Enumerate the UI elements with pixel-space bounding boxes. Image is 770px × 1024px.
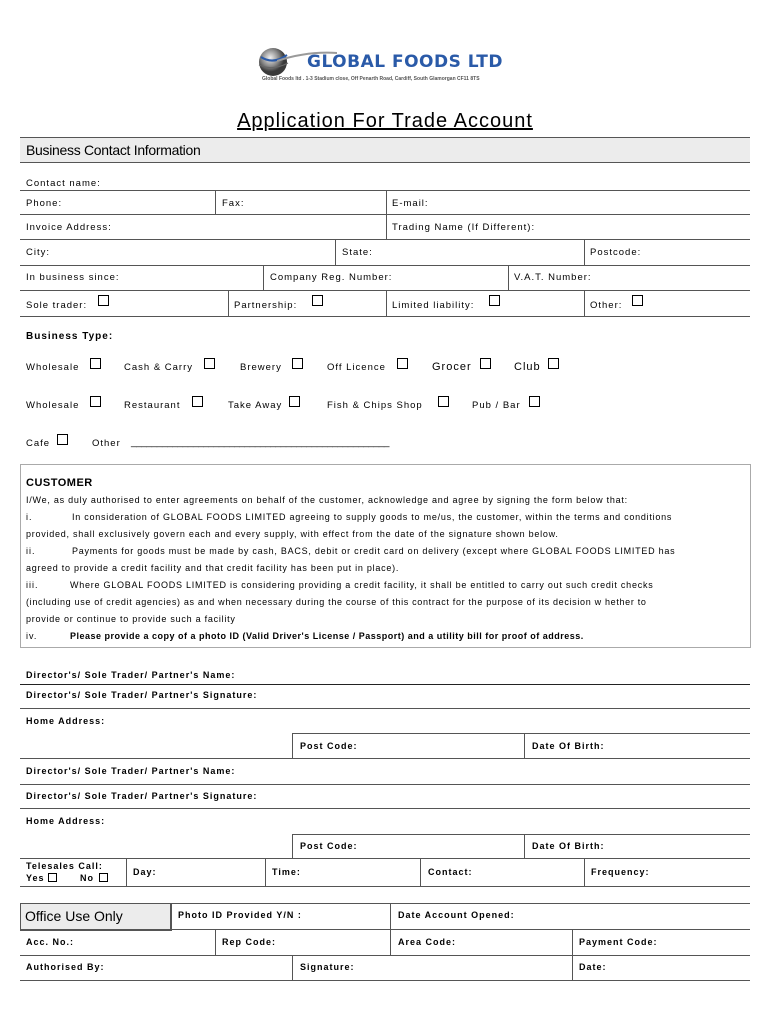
date-field[interactable]: Date: (579, 962, 607, 972)
bt-grocer: Grocer (432, 361, 472, 373)
bt-take-away-checkbox[interactable] (289, 396, 300, 407)
clause-i-line2: provided, shall exclusively govern each and every supply, with effect from the date of the signature shown below. (26, 529, 559, 539)
post-code-2[interactable]: Post Code: (300, 841, 358, 851)
company-name: GLOBAL FOODS LTD (307, 52, 504, 72)
area-code-field[interactable]: Area Code: (398, 937, 457, 947)
bt-club: Club (514, 361, 541, 373)
clause-iii-line1: Where GLOBAL FOODS LIMITED is considering providing a credit facility, it shall be entitled to carry out such credit checks (70, 580, 654, 590)
director-signature-1[interactable]: Director's/ Sole Trader/ Partner's Signature: (26, 690, 258, 700)
bt-grocer-checkbox[interactable] (480, 358, 491, 369)
bt-wholesale-1: Wholesale (26, 362, 80, 373)
telesales-contact[interactable]: Contact: (428, 867, 473, 877)
photo-id-field[interactable]: Photo ID Provided Y/N : (178, 910, 302, 920)
vat-field[interactable]: V.A.T. Number: (514, 272, 592, 283)
telesales-yes: Yes (26, 873, 45, 883)
company-reg-field[interactable]: Company Reg. Number: (270, 272, 393, 283)
other-checkbox[interactable] (632, 295, 643, 306)
dob-1[interactable]: Date Of Birth: (532, 741, 605, 751)
bt-other-label: Other (92, 438, 121, 449)
dob-2[interactable]: Date Of Birth: (532, 841, 605, 851)
state-field[interactable]: State: (342, 247, 373, 258)
bt-pub-bar: Pub / Bar (472, 400, 521, 411)
bt-wholesale-2: Wholesale (26, 400, 80, 411)
limited-liability-label: Limited liability: (392, 300, 475, 311)
office-use-title: Office Use Only (25, 908, 123, 924)
email-field[interactable]: E-mail: (392, 198, 429, 209)
clause-i-num: i. (26, 512, 33, 522)
authorised-by-field[interactable]: Authorised By: (26, 962, 105, 972)
section-title: Business Contact Information (26, 142, 201, 158)
company-address: Global Foods ltd . 1-3 Stadium close, Off Penarth Road, Cardiff, South Glamorgan CF11 8TS (262, 76, 480, 82)
fax-field[interactable]: Fax: (222, 198, 245, 209)
clause-iv-line: Please provide a copy of a photo ID (Valid Driver's License / Passport) and a utility bill for proof of address. (70, 631, 584, 641)
clause-ii-line2: agreed to provide a credit facility and that credit facility has been put in place). (26, 563, 400, 573)
phone-field[interactable]: Phone: (26, 198, 63, 209)
telesales-no-checkbox[interactable] (99, 873, 108, 882)
limited-liability-checkbox[interactable] (489, 295, 500, 306)
signature-field[interactable]: Signature: (300, 962, 355, 972)
bt-fish-chips: Fish & Chips Shop (327, 400, 423, 411)
invoice-address-field[interactable]: Invoice Address: (26, 222, 112, 233)
telesales-time[interactable]: Time: (272, 867, 301, 877)
city-field[interactable]: City: (26, 247, 50, 258)
section-header-business-contact (20, 137, 750, 163)
director-signature-2[interactable]: Director's/ Sole Trader/ Partner's Signature: (26, 791, 258, 801)
bt-off-licence-checkbox[interactable] (397, 358, 408, 369)
bt-restaurant-checkbox[interactable] (192, 396, 203, 407)
payment-code-field[interactable]: Payment Code: (579, 937, 658, 947)
bt-other-line[interactable]: __________________________________________________ (131, 437, 390, 448)
bt-wholesale-2-checkbox[interactable] (90, 396, 101, 407)
telesales-frequency[interactable]: Frequency: (591, 867, 650, 877)
page-title: Application For Trade Account (237, 110, 533, 132)
bt-take-away: Take Away (228, 400, 283, 411)
clause-i-line1: In consideration of GLOBAL FOODS LIMITED agreeing to supply goods to me/us, the customer, within the terms and conditions (72, 512, 673, 522)
bt-cafe-checkbox[interactable] (57, 434, 68, 445)
clause-ii-num: ii. (26, 546, 36, 556)
home-address-2[interactable]: Home Address: (26, 816, 106, 826)
bt-pub-bar-checkbox[interactable] (529, 396, 540, 407)
clause-iii-line2: (including use of credit agencies) as and when necessary during the course of this contract for the purpose of its decision w hether to (26, 597, 647, 607)
partnership-checkbox[interactable] (312, 295, 323, 306)
telesales-day[interactable]: Day: (133, 867, 157, 877)
trading-name-field[interactable]: Trading Name (If Different): (392, 222, 536, 233)
bt-off-licence: Off Licence (327, 362, 386, 373)
post-code-1[interactable]: Post Code: (300, 741, 358, 751)
bt-brewery: Brewery (240, 362, 282, 373)
partnership-label: Partnership: (234, 300, 298, 311)
acc-no-field[interactable]: Acc. No.: (26, 937, 75, 947)
telesales-no: No (80, 873, 94, 883)
telesales-label: Telesales Call: (26, 861, 103, 871)
director-name-2[interactable]: Director's/ Sole Trader/ Partner's Name: (26, 766, 236, 776)
clause-iii-line3: provide or continue to provide such a facility (26, 614, 236, 624)
clause-ii-line1: Payments for goods must be made by cash, BACS, debit or credit card on delivery (except where GLOBAL FOODS LIMITED has (72, 546, 676, 556)
bt-brewery-checkbox[interactable] (292, 358, 303, 369)
office-use-header (20, 903, 172, 931)
sole-trader-checkbox[interactable] (98, 295, 109, 306)
postcode-field[interactable]: Postcode: (590, 247, 642, 258)
bt-cash-carry-checkbox[interactable] (204, 358, 215, 369)
sole-trader-label: Sole trader: (26, 300, 88, 311)
telesales-yes-checkbox[interactable] (48, 873, 57, 882)
other-label: Other: (590, 300, 623, 311)
clause-iii-num: iii. (26, 580, 39, 590)
customer-intro: I/We, as duly authorised to enter agreements on behalf of the customer, acknowledge and agree by signing the form below that: (26, 495, 628, 505)
in-business-since-field[interactable]: In business since: (26, 272, 120, 283)
rep-code-field[interactable]: Rep Code: (222, 937, 276, 947)
bt-cash-carry: Cash & Carry (124, 362, 194, 373)
bt-cafe: Cafe (26, 438, 51, 449)
bt-club-checkbox[interactable] (548, 358, 559, 369)
bt-restaurant: Restaurant (124, 400, 181, 411)
clause-iv-num: iv. (26, 631, 38, 641)
bt-wholesale-1-checkbox[interactable] (90, 358, 101, 369)
contact-name-field[interactable]: Contact name: (26, 178, 101, 189)
director-name-1[interactable]: Director's/ Sole Trader/ Partner's Name: (26, 670, 236, 680)
customer-heading: CUSTOMER (26, 477, 93, 489)
home-address-1[interactable]: Home Address: (26, 716, 106, 726)
bt-fish-chips-checkbox[interactable] (438, 396, 449, 407)
date-opened-field[interactable]: Date Account Opened: (398, 910, 515, 920)
business-type-heading: Business Type: (26, 331, 114, 342)
